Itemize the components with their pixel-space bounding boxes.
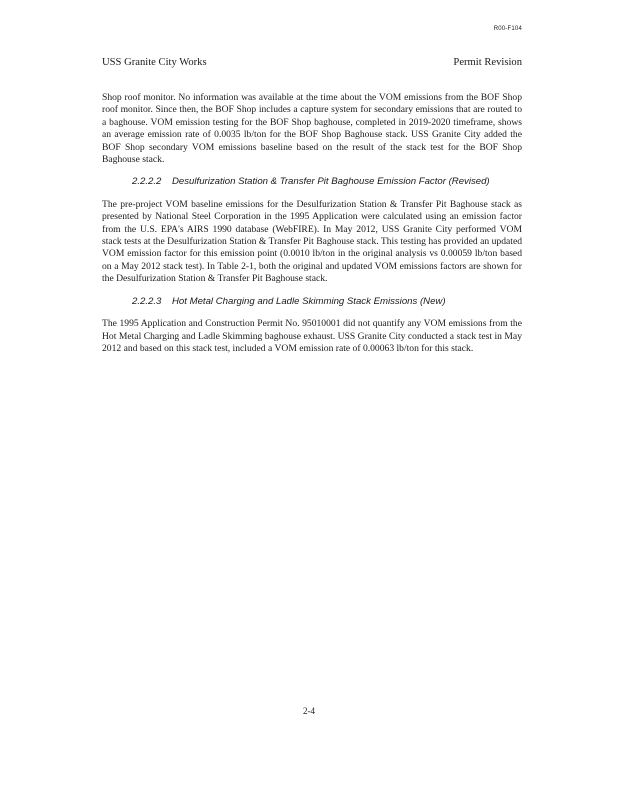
document-body (102, 92, 522, 355)
section-title: Hot Metal Charging and Ladle Skimming Stack Emissions (New) (172, 295, 446, 307)
header-left: USS Granite City Works (102, 57, 207, 68)
section-title: Desulfurization Station & Transfer Pit Baghouse Emission Factor (Revised) (172, 176, 490, 188)
page-header (102, 57, 522, 68)
section-heading-hot-metal (132, 296, 522, 308)
document-id: R00-F104 (493, 26, 522, 32)
header-right: Permit Revision (453, 57, 522, 68)
section-number: 2.2.2.3 (132, 295, 162, 307)
paragraph-desulfurization: The pre-project VOM baseline emissions for the Desulfurization Station & Transfer Pit Baghouse stack as presented by National Steel Corporation in the 1995 Application were calculated using an emission factor from the U.S. EPA's AIRS 1990 database (WebFIRE). In May 2012, USS Granite City performed VOM stack tests at the Desulfurization Station & Transfer Pit Baghouse stack. This testing has provided an updated VOM emission factor for this emission point (0.0010 lb/ton in the original analysis vs 0.00059 lb/ton based on a May 2012 stack test). In Table 2-1, both the original and updated VOM emissions factors are shown for the Desulfurization Station & Transfer Pit Baghouse stack. (102, 198, 522, 285)
page-number: 2-4 (303, 706, 315, 716)
section-heading-desulfurization (132, 176, 522, 188)
paragraph-bof-shop: Shop roof monitor. No information was available at the time about the VOM emissions from the BOF Shop roof monitor. Since then, the BOF Shop includes a capture system for secondary emissions that are routed to a baghouse. VOM emission testing for the BOF Shop baghouse, completed in 2019-2020 timeframe, shows an average emission rate of 0.0035 lb/ton for the BOF Shop Baghouse stack. USS Granite City added the BOF Shop secondary VOM emissions baseline based on the result of the stack test for the BOF Shop Baghouse stack. (102, 92, 522, 166)
section-number: 2.2.2.2 (132, 176, 162, 188)
paragraph-hot-metal: The 1995 Application and Construction Permit No. 95010001 did not quantify any VOM emissions from the Hot Metal Charging and Ladle Skimming baghouse exhaust. USS Granite City conducted a stack test in May 2012 and based on this stack test, included a VOM emission rate of 0.00063 lb/ton for this stack. (102, 318, 522, 354)
